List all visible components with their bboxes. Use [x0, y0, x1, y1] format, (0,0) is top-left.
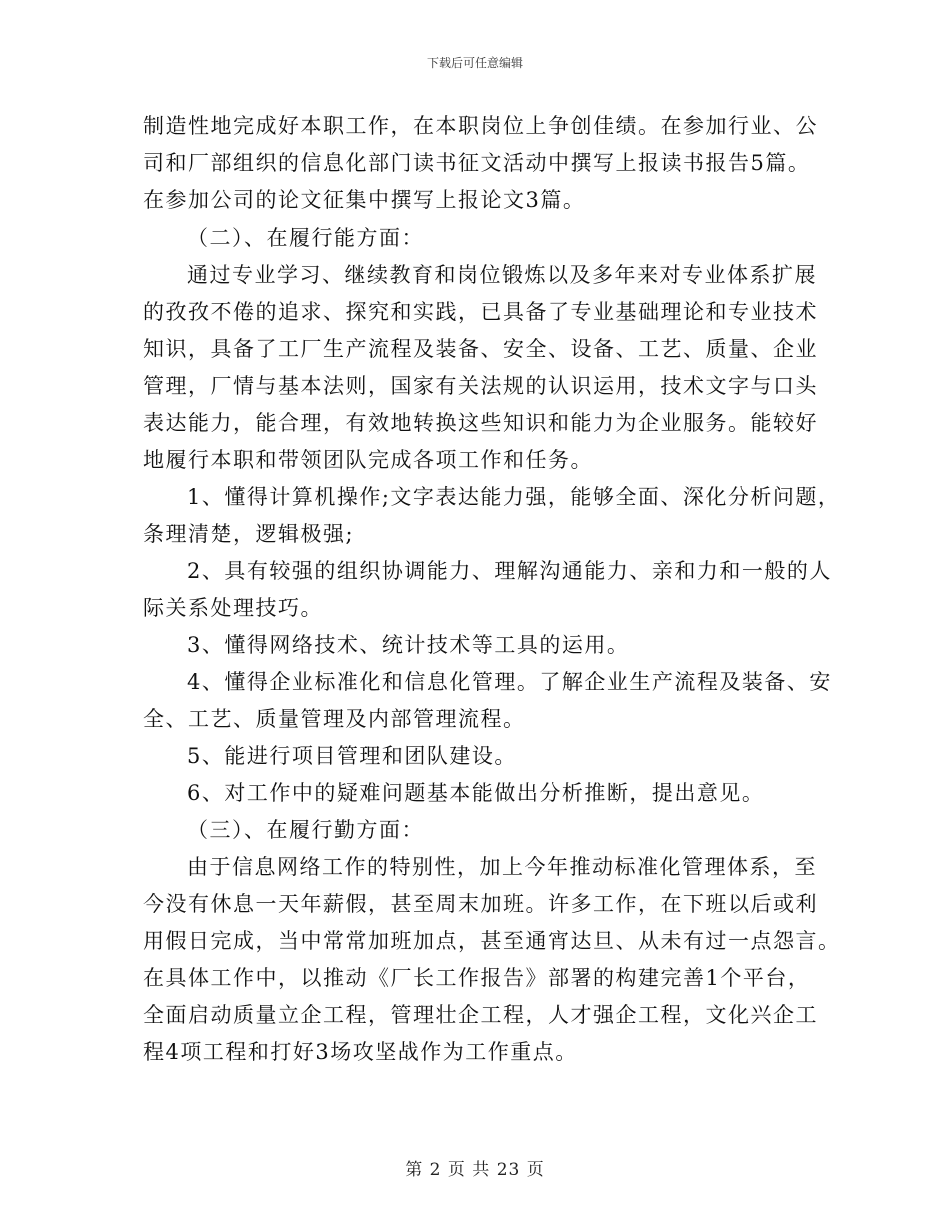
section-heading: （二）、在履行能方面： [187, 226, 424, 250]
paragraph-line: 际关系处理技巧。 [143, 596, 323, 620]
paragraph-line: 在参加公司的论文征集中撰写上报论文3篇。 [143, 188, 586, 212]
paragraph-line: 由于信息网络工作的特别性，加上今年推动标准化管理体系，至 [187, 855, 817, 879]
page-number: 第 2 页 共 23 页 [405, 1160, 545, 1180]
paragraph-line: 制造性地完成好本职工作，在本职岗位上争创佳绩。在参加行业、公 [143, 114, 818, 138]
paragraph-line: 全面启动质量立企工程，管理壮企工程，人才强企工程，文化兴企工 [143, 1003, 818, 1027]
paragraph-line: 知识，具备了工厂生产流程及装备、安全、设备、工艺、质量、企业 [143, 337, 818, 361]
list-item: 5、能进行项目管理和团队建设。 [187, 744, 517, 768]
paragraph-line: 全、工艺、质量管理及内部管理流程。 [143, 707, 526, 731]
paragraph-line: 通过专业学习、继续教育和岗位锻炼以及多年来对专业体系扩展 [187, 263, 817, 287]
list-item: 4、懂得企业标准化和信息化管理。了解企业生产流程及装备、安 [187, 670, 832, 694]
section-heading: （三）、在履行勤方面： [187, 818, 424, 842]
list-item: 3、懂得网络技术、统计技术等工具的运用。 [187, 633, 630, 657]
paragraph-line: 在具体工作中，以推动《厂长工作报告》部署的构建完善1个平台， [143, 966, 811, 990]
paragraph-line: 地履行本职和带领团队完成各项工作和任务。 [143, 448, 593, 472]
list-item: 2、具有较强的组织协调能力、理解沟通能力、亲和力和一般的人 [187, 559, 832, 583]
paragraph-line: 条理清楚，逻辑极强; [143, 522, 355, 546]
paragraph-line: 程4项工程和打好3场攻坚战作为工作重点。 [143, 1040, 578, 1064]
paragraph-line: 管理，厂情与基本法则，国家有关法规的认识运用，技术文字与口头 [143, 374, 818, 398]
paragraph-line: 今没有休息一天年薪假，甚至周末加班。许多工作，在下班以后或利 [143, 892, 818, 916]
paragraph-line: 司和厂部组织的信息化部门读书征文活动中撰写上报读书报告5篇。 [143, 151, 811, 175]
paragraph-line: 的孜孜不倦的追求、探究和实践，已具备了专业基础理论和专业技术 [143, 300, 818, 324]
list-item: 1、懂得计算机操作;文字表达能力强，能够全面、深化分析问题， [187, 485, 841, 509]
list-item: 6、对工作中的疑难问题基本能做出分析推断，提出意见。 [187, 781, 765, 805]
paragraph-line: 表达能力，能合理，有效地转换这些知识和能力为企业服务。能较好 [143, 411, 818, 435]
paragraph-line: 用假日完成，当中常常加班加点，甚至通宵达旦、从未有过一点怨言。 [143, 929, 841, 953]
page-header: 下载后可任意编辑 [426, 56, 523, 70]
